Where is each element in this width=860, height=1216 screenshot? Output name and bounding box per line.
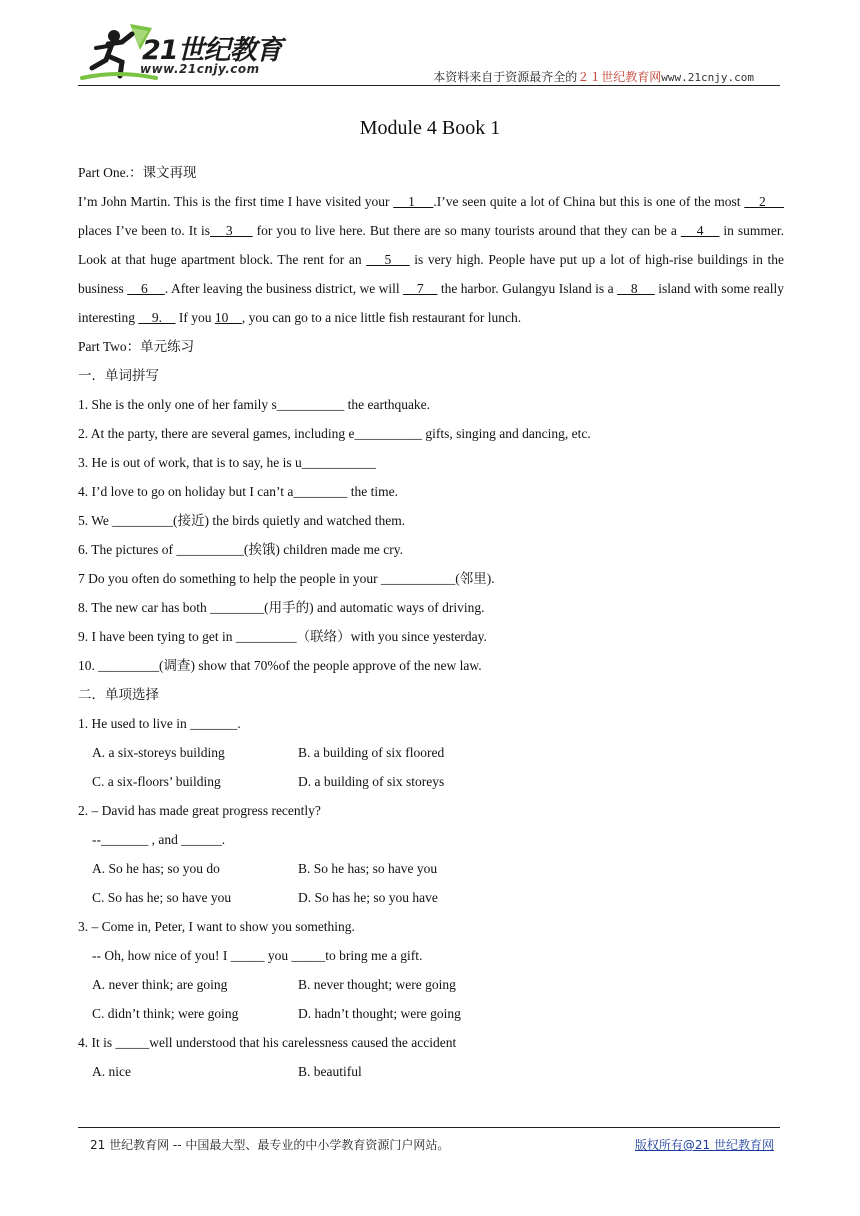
spelling-item: 7 Do you often do something to help the people in your ___________(邻里). [78, 571, 495, 586]
passage-text: places I’ve been to. It is [78, 223, 210, 238]
section-choice-heading: 二．单项选择 [78, 687, 159, 702]
page-title: Module 4 Book 1 [359, 117, 501, 139]
question-stem: 2. – David has made great progress recently? [78, 803, 321, 818]
passage-text: in summer. Look at that huge apartment block. The rent for an [78, 223, 785, 267]
option-row [78, 1057, 784, 1086]
passage-text: .I’ve seen quite a lot of China but this is one of the most [433, 194, 745, 209]
spelling-item: 10. _________(调查) show that 70%of the people approve of the new law. [78, 658, 482, 673]
question-stem: 1. He used to live in _______. [78, 716, 241, 731]
passage-text: the harbor. Gulangyu Island is a [437, 281, 618, 296]
cloze-blank[interactable]: 3 [210, 223, 253, 238]
spelling-item: 6. The pictures of __________(挨饿) children made me cry. [78, 542, 404, 557]
answer-option[interactable]: A. So he has; so you do [92, 861, 220, 876]
answer-option[interactable]: D. a building of six storeys [298, 774, 445, 789]
answer-option[interactable]: C. didn’t think; were going [92, 1006, 239, 1021]
answer-option[interactable]: B. a building of six floored [298, 745, 445, 760]
option-row [78, 883, 784, 912]
part-two-heading: Part Two：单元练习 [78, 339, 195, 354]
cloze-blank[interactable]: 7 [403, 281, 438, 296]
logo-wordmark: 21世纪教育 [142, 35, 282, 66]
site-logo [78, 22, 298, 84]
answer-option[interactable]: D. hadn’t thought; were going [298, 1006, 461, 1021]
cloze-blank[interactable]: 4 [680, 223, 720, 238]
passage-text: for you to live here. But there are so many tourists around that they can be a [252, 223, 681, 238]
footer-copyright-link[interactable]: 版权所有@21 世纪教育网 [634, 1138, 774, 1152]
document-body [78, 158, 784, 1086]
cloze-blank[interactable]: 9. [138, 310, 176, 325]
answer-option[interactable]: A. a six-storeys building [92, 745, 225, 760]
spelling-item: 2. At the party, there are several games, including e__________ gifts, singing and dancing, etc. [78, 426, 591, 441]
answer-option[interactable]: A. never think; are going [92, 977, 228, 992]
answer-option[interactable]: C. So has he; so have you [92, 890, 232, 905]
spelling-item: 4. I’d love to go on holiday but I can’t a________ the time. [78, 484, 398, 499]
cloze-blank[interactable]: 5 [366, 252, 410, 267]
question-stem: 3. – Come in, Peter, I want to show you something. [78, 919, 355, 934]
option-row [78, 738, 784, 767]
cloze-blank[interactable]: 8 [617, 281, 655, 296]
answer-option[interactable]: A. nice [92, 1064, 131, 1079]
answer-option[interactable]: B. beautiful [298, 1064, 362, 1079]
question-stem: 4. It is _____well understood that his carelessness caused the accident [78, 1035, 457, 1050]
option-row [78, 999, 784, 1028]
option-row [78, 854, 784, 883]
option-row [78, 767, 784, 796]
spelling-item: 5. We _________(接近) the birds quietly and watched them. [78, 513, 406, 528]
passage-text: , you can go to a nice little fish restaurant for lunch. [241, 310, 522, 325]
header-note-prefix: 本资料来自于资源最齐全的 [433, 70, 578, 84]
footer-tagline: 21 世纪教育网 -- 中国最大型、最专业的中小学教育资源门户网站。 [90, 1138, 450, 1152]
logo-url: www.21cnjy.com [140, 62, 260, 76]
spelling-item: 3. He is out of work, that is to say, he is u___________ [78, 455, 376, 470]
header-divider [78, 85, 780, 86]
choice-list [78, 709, 784, 1086]
answer-option[interactable]: B. So he has; so have you [298, 861, 438, 876]
answer-option[interactable]: C. a six-floors’ building [92, 774, 221, 789]
header-note-site: ２１世纪教育网 [577, 70, 662, 84]
header-note-url[interactable]: www.21cnjy.com [661, 71, 754, 84]
option-row [78, 970, 784, 999]
passage-text: . After leaving the business district, we will [164, 281, 404, 296]
footer-divider [78, 1127, 780, 1128]
spelling-item: 1. She is the only one of her family s__________ the earthquake. [78, 397, 431, 412]
cloze-passage [78, 187, 784, 332]
page-header [78, 22, 780, 88]
part-one-heading: Part One.：课文再现 [78, 165, 197, 180]
cloze-blank[interactable]: 2 [744, 194, 784, 209]
answer-option[interactable]: B. never thought; were going [298, 977, 456, 992]
cloze-blank[interactable]: 10 [214, 310, 242, 325]
cloze-blank[interactable]: 6 [127, 281, 165, 296]
question-dialogue-line: -- Oh, how nice of you! I _____ you _____to bring me a gift. [92, 948, 423, 963]
passage-text: island with some really interesting [78, 281, 784, 325]
passage-text: I’m John Martin. This is the first time I have visited your [78, 194, 394, 209]
answer-option[interactable]: D. So has he; so you have [298, 890, 438, 905]
passage-text: If you [175, 310, 215, 325]
spelling-list [78, 390, 784, 680]
spelling-item: 9. I have been tying to get in _________（联络）with you since yesterday. [78, 629, 487, 644]
passage-text: is very high. People have put up a lot of high-rise buildings in the business [78, 252, 784, 296]
spelling-item: 8. The new car has both ________(用手的) and automatic ways of driving. [78, 600, 485, 615]
header-source-note [433, 68, 754, 85]
question-dialogue-line: --_______ , and ______. [92, 832, 226, 847]
cloze-blank[interactable]: 1 [393, 194, 434, 209]
section-spelling-heading: 一．单词拼写 [78, 368, 159, 383]
